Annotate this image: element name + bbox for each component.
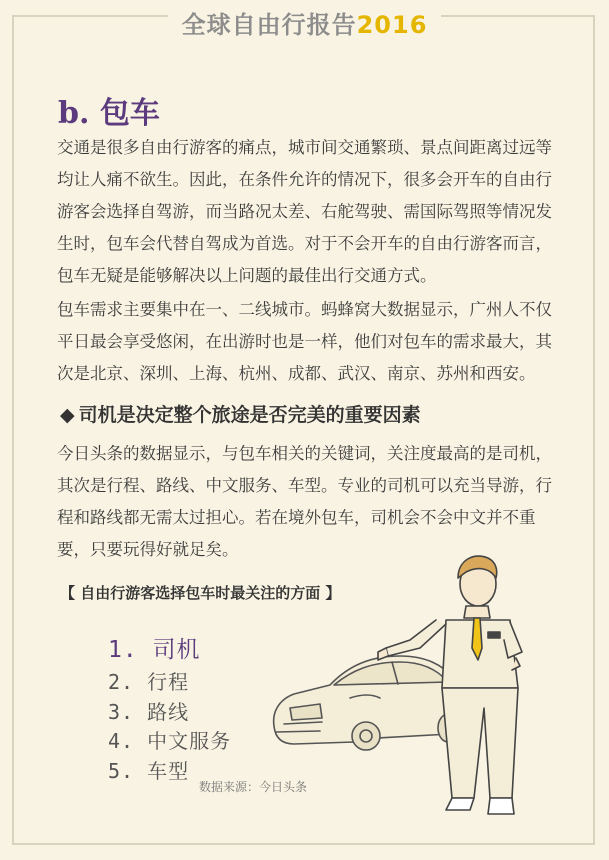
paragraph-driver-importance: 今日头条的数据显示，与包车相关的关键词，关注度最高的是司机，其次是行程、路线、中文服务、车型。专业的司机可以充当导游，行程和路线都无需太过担心。若在境外包车，司机会不会中文并不重要，只要玩得好就足矣。 bbox=[57, 444, 552, 559]
data-source: 数据来源：今日头条 bbox=[199, 780, 308, 794]
ranking-item: 5. 车型 bbox=[108, 758, 190, 783]
report-header bbox=[0, 0, 609, 44]
section-title: b. 包车 bbox=[58, 96, 160, 131]
diamond-bullet-icon: ◆ bbox=[60, 404, 75, 426]
report-title-text: 全球自由行报告 bbox=[181, 10, 357, 39]
subheading bbox=[60, 400, 421, 427]
chauffeur-and-car-illustration bbox=[260, 548, 560, 833]
report-year: 2016 bbox=[356, 10, 428, 39]
ranking-item: 3. 路线 bbox=[108, 699, 190, 724]
ranking-list bbox=[108, 632, 231, 786]
ranking-title: 【 自由行游客选择包车时最关注的方面 】 bbox=[60, 584, 341, 602]
report-title bbox=[168, 5, 442, 40]
paragraph-city-demand: 包车需求主要集中在一、二线城市。蚂蜂窝大数据显示，广州人不仅平日最会享受悠闲，在出游时也是一样，他们对包车的需求最大，其次是北京、深圳、上海、杭州、成都、武汉、南京、苏州和西安。 bbox=[57, 300, 552, 383]
ranking-item: 2. 行程 bbox=[108, 670, 190, 694]
car-illustration bbox=[274, 656, 466, 750]
subheading-text: 司机是决定整个旅途是否完美的重要因素 bbox=[78, 404, 421, 426]
ranking-item: 4. 中文服务 bbox=[108, 729, 232, 753]
ranking-item: 1. 司机 bbox=[108, 637, 201, 663]
paragraph-traffic-pain-points: 交通是很多自由行游客的痛点，城市间交通繁琐、景点间距离过远等均让人痛不欲生。因此，在条件允许的情况下，很多会开车的自由行游客会选择自驾游，而当路况太差、右舵驾驶、需国际驾照等情况发生时，包车会代替自驾成为首选。对于不会开车的自由行游客而言，包车无疑是能够解决以上问题的最佳出行交通方式。 bbox=[57, 138, 552, 285]
